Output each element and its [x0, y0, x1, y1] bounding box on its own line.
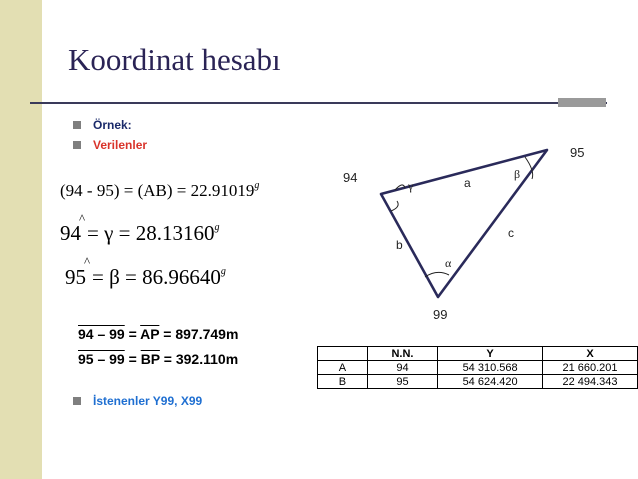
left-accent-bar [0, 0, 42, 479]
table-row [318, 361, 638, 375]
side-label-b: b [396, 238, 403, 252]
point-label-95: 95 [570, 145, 585, 160]
side-label-a: a [464, 176, 471, 190]
angle-arc-gamma-2 [391, 201, 398, 211]
table-cell: 95 [367, 375, 437, 389]
title-divider [30, 102, 607, 104]
given-formulas [60, 168, 320, 303]
bullet-square-icon [73, 121, 81, 129]
title-divider-accent [558, 98, 606, 107]
table-cell: A [318, 361, 368, 375]
table-header: X [543, 347, 638, 361]
table-header: Y [438, 347, 543, 361]
bullet-istenenler [73, 394, 323, 408]
bullet-istenenler-text: İstenenler Y99, X99 [93, 394, 203, 408]
angle-label-beta: β [514, 167, 521, 181]
equation-bp-mid: $\overline{BP}$ [140, 351, 160, 367]
table-cell: B [318, 375, 368, 389]
table-row [318, 375, 638, 389]
bullet-square-icon [73, 141, 81, 149]
table-header-row [318, 347, 638, 361]
bullet-verilenler-text: Verilenler [93, 138, 148, 152]
point-label-99: 99 [433, 307, 448, 322]
equation-bp-value: 392.110m [175, 351, 239, 367]
coordinates-table [317, 346, 638, 389]
bullet-ornek-text: Örnek: [93, 118, 132, 132]
formula-azimuth: (94 - 95) = (AB) = 22.91019$^g$ [60, 180, 260, 200]
equation-bp-left: 95 – 99 [78, 351, 125, 367]
table-cell: 22 494.343 [543, 375, 638, 389]
equation-ap-mid: $\overline{AP}$ [140, 326, 160, 342]
side-label-c: c [508, 226, 514, 240]
table-cell: 54 624.420 [438, 375, 543, 389]
equation-ap: $94 - 99 = \overline{AP} = 897.749m$ [78, 326, 239, 342]
hat-95: ^ [84, 254, 91, 269]
equation-ap-value: 897.749m [175, 326, 239, 342]
table-header [318, 347, 368, 361]
table-cell: 21 660.201 [543, 361, 638, 375]
bullet-verilenler [73, 138, 323, 152]
bullet-square-icon [73, 397, 81, 405]
table-header: N.N. [367, 347, 437, 361]
point-label-94: 94 [343, 170, 358, 185]
angle-arc-alpha [425, 272, 449, 277]
triangle [381, 150, 547, 297]
hat-94: ^ [79, 211, 86, 226]
equation-bp: $95 - 99 = \overline{BP} = 392.110m$ [78, 351, 239, 367]
slide-title: Koordinat hesabı [68, 42, 281, 77]
triangle-figure [321, 121, 616, 327]
formula-angle-95: 95 = β = 86.96640$^g$ [65, 265, 226, 289]
table-cell: 54 310.568 [438, 361, 543, 375]
table-cell: 94 [367, 361, 437, 375]
angle-label-alpha: α [445, 256, 452, 270]
bullet-ornek [73, 118, 323, 132]
angle-label-gamma: γ [408, 179, 414, 193]
equation-ap-left: 94 – 99 [78, 326, 125, 342]
formula-angle-94: 94 = γ = 28.13160$^g$ [60, 221, 220, 245]
